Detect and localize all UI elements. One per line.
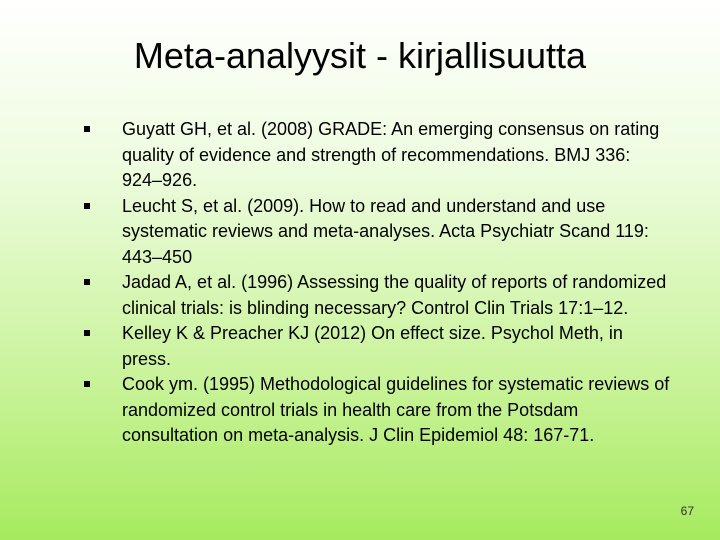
reference-item [84, 372, 674, 449]
reference-list [84, 117, 674, 449]
reference-text: Cook ym. (1995) Methodological guidelines for systematic reviews of randomized control trials in health care from the Potsdam consultation on meta-analysis. J Clin Epidemiol 48: 167-71. [122, 374, 670, 445]
square-bullet-icon [84, 330, 90, 336]
slide-title: Meta-analyysit - kirjallisuutta [133, 35, 587, 76]
reference-text: Kelley K & Preacher KJ (2012) On effect size. Psychol Meth, in press. [122, 323, 623, 369]
reference-text: Guyatt GH, et al. (2008) GRADE: An emerging consensus on rating quality of evidence and strength of recommendations. BMJ 336: 924–926. [122, 119, 660, 190]
reference-item [84, 270, 674, 321]
square-bullet-icon [84, 126, 90, 132]
page-number: 67 [680, 504, 694, 518]
reference-text: Jadad A, et al. (1996) Assessing the quality of reports of randomized clinical trials: is blinding necessary? Control Clin Trials 17:1–12. [122, 272, 667, 318]
square-bullet-icon [84, 381, 90, 387]
reference-item [84, 321, 674, 372]
reference-item [84, 194, 674, 271]
reference-item [84, 117, 674, 194]
square-bullet-icon [84, 279, 90, 285]
reference-text: Leucht S, et al. (2009). How to read and understand and use systematic reviews and meta-analyses. Acta Psychiatr Scand 119: 443–450 [122, 195, 649, 267]
square-bullet-icon [84, 203, 90, 209]
